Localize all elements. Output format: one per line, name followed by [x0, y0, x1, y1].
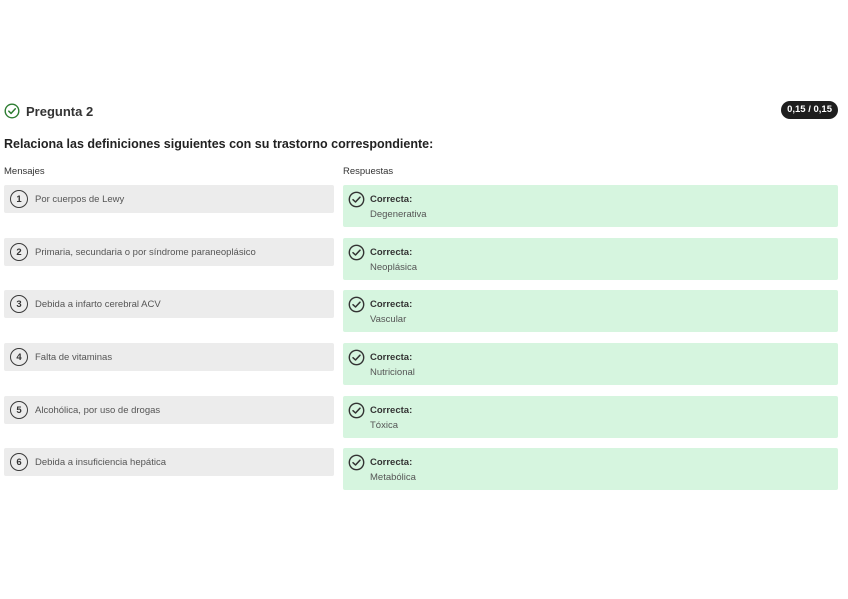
- item-number: 1: [10, 190, 28, 208]
- answer-status: Correcta:: [370, 247, 413, 258]
- column-label-messages: Mensajes: [4, 166, 45, 177]
- answer-item: [343, 396, 838, 438]
- message-item: [4, 185, 334, 213]
- item-number: 2: [10, 243, 28, 261]
- answer-value: Vascular: [370, 314, 407, 325]
- answer-item: [343, 185, 838, 227]
- match-row: [0, 290, 848, 334]
- match-row: [0, 238, 848, 282]
- message-text: Debida a infarto cerebral ACV: [35, 298, 161, 310]
- check-circle-icon: [348, 402, 365, 419]
- message-item: [4, 448, 334, 476]
- match-row: [0, 343, 848, 387]
- check-circle-icon: [348, 191, 365, 208]
- answer-item: [343, 238, 838, 280]
- item-number: 3: [10, 295, 28, 313]
- answer-value: Tóxica: [370, 420, 398, 431]
- answer-status: Correcta:: [370, 352, 413, 363]
- message-text: Por cuerpos de Lewy: [35, 193, 125, 205]
- check-circle-icon: [348, 296, 365, 313]
- answer-value: Metabólica: [370, 472, 416, 483]
- message-item: [4, 343, 334, 371]
- score-badge: 0,15 / 0,15: [781, 101, 838, 119]
- answer-status: Correcta:: [370, 405, 413, 416]
- answer-item: [343, 448, 838, 490]
- answer-value: Nutricional: [370, 367, 415, 378]
- check-circle-icon: [348, 454, 365, 471]
- answer-status: Correcta:: [370, 299, 413, 310]
- question-prompt: Relaciona las definiciones siguientes con su trastorno correspondiente:: [4, 137, 434, 151]
- message-item: [4, 396, 334, 424]
- match-row: [0, 396, 848, 440]
- message-text: Debida a insuficiencia hepática: [35, 456, 166, 468]
- match-row: [0, 448, 848, 492]
- message-text: Primaria, secundaria o por síndrome paraneoplásico: [35, 246, 256, 258]
- item-number: 6: [10, 453, 28, 471]
- message-text: Falta de vitaminas: [35, 351, 113, 363]
- match-row: [0, 185, 848, 229]
- check-circle-icon: [348, 244, 365, 261]
- answer-value: Neoplásica: [370, 262, 417, 273]
- check-circle-icon: [4, 103, 20, 119]
- question-title: Pregunta 2: [26, 103, 94, 119]
- answer-item: [343, 343, 838, 385]
- message-text: Alcohólica, por uso de drogas: [35, 404, 161, 416]
- answer-status: Correcta:: [370, 457, 413, 468]
- check-circle-icon: [348, 349, 365, 366]
- answer-value: Degenerativa: [370, 209, 427, 220]
- question-header: [4, 101, 838, 121]
- column-label-answers: Respuestas: [343, 166, 394, 177]
- item-number: 4: [10, 348, 28, 366]
- message-item: [4, 238, 334, 266]
- item-number: 5: [10, 401, 28, 419]
- message-item: [4, 290, 334, 318]
- answer-item: [343, 290, 838, 332]
- answer-status: Correcta:: [370, 194, 413, 205]
